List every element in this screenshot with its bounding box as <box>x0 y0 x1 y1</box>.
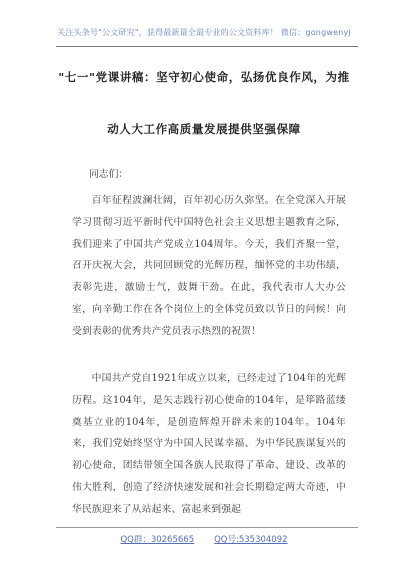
salutation: 同志们： <box>89 169 129 180</box>
footer-qq-group: QQ群：30265665 <box>120 535 195 545</box>
document-title-line-1: "七一"党课讲稿：坚守初心使命，弘扬优良作风，为推 <box>58 70 350 84</box>
body-paragraph-1: 百年征程波澜壮阔，百年初心历久弥坚。在全党深入开展学习贯彻习近平新时代中国特色社会主义思想主题教育之际，我们迎来了中国共产党成立104周年。今天，我们齐聚一堂，召开庆祝大会，共同回顾党的光辉历程，缅怀党的丰功伟绩，表彰先进，激励士气，鼓舞干劲。在此，我代表市人大办公室，向辛勤工作在各个岗位上的全体党员致以节日的问候！向受到表彰的优秀共产党员表示热烈的祝贺！ <box>72 195 346 337</box>
body-paragraph-2: 中国共产党自1921年成立以来，已经走过了104年的光辉历程。这104年，是矢志践行初心使命的104年，是筚路蓝缕奠基立业的104年，是创造辉煌开辟未来的104年。104年来，我们党始终坚守为中国人民谋幸福、为中华民族谋复兴的初心使命，团结带领全国各族人民取得了革命、建设、改革的伟大胜利，创造了经济快速发展和社会长期稳定两大奇迹，中华民族迎来了从站起来、富起来到强起 <box>72 373 346 515</box>
footer-divider <box>56 527 358 528</box>
header-divider <box>56 46 358 47</box>
footer <box>0 533 408 545</box>
header-banner: 关注头条号"公文研究"，获得最新最全最专业的公文资料库！ 微信：gongwenyj <box>57 28 351 37</box>
footer-qq-number: QQ号:535304092 <box>214 535 288 545</box>
document-title-line-2: 动人大工作高质量发展提供坚强保障 <box>107 122 301 136</box>
